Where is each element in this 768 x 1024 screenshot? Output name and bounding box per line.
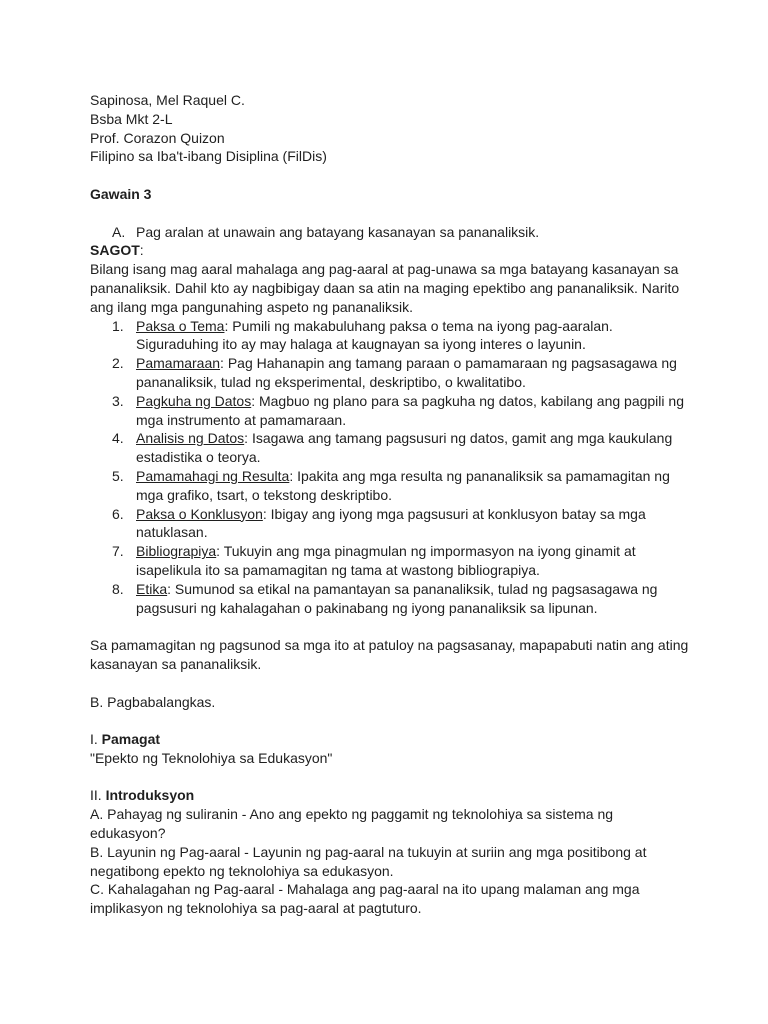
list-item [90, 392, 690, 430]
list-term: Analisis ng Datos [136, 430, 245, 447]
list-term: Pamamaraan [136, 355, 221, 372]
list-number: 1. [112, 317, 124, 334]
outline-intro-label: Introduksyon [105, 787, 195, 804]
document-body [90, 91, 690, 918]
list-number: 2. [112, 355, 124, 372]
outline-intro-item: A. Pahayag ng suliranin - Ano ang epekto ng paggamit ng teknolohiya sa sistema ng edukasyon? [90, 806, 614, 842]
answer-colon: : [139, 242, 144, 259]
research-aspects-list [90, 317, 690, 618]
list-term: Paksa o Konklusyon [136, 505, 263, 522]
outline-intro-heading [90, 786, 690, 805]
list-item [90, 467, 690, 505]
list-item [90, 542, 690, 580]
list-number: 5. [112, 467, 124, 484]
list-term: Etika [136, 580, 168, 597]
list-text: : Tukuyin ang mga pinagmulan ng impormasyon na iyong ginamit at isapelikula ito sa pamamagitan ng tama at wastong bibliograpiya. [136, 543, 636, 578]
list-item [90, 505, 690, 543]
list-item [90, 429, 690, 467]
task-b: B. Pagbabalangkas. [90, 693, 216, 710]
list-text: : Ibigay ang iyong mga pagsusuri at konklusyon batay sa mga natuklasan. [136, 505, 646, 541]
outline-title-value: "Epekto ng Teknolohiya sa Edukasyon" [90, 749, 333, 766]
list-term: Bibliograpiya [136, 543, 217, 560]
spacer [90, 166, 690, 185]
answer-label: SAGOT [90, 242, 140, 259]
list-term: Pamamahagi ng Resulta [136, 467, 290, 484]
list-text: : Isagawa ang tamang pagsusuri ng datos, gamit ang mga kaukulang estadistika o teorya. [136, 430, 673, 466]
list-text: : Pag Hahanapin ang tamang paraan o pamamaraan ng pagsasagawa ng pananaliksik, tulad ng eksperimental, deskriptibo, o kwalitatibo. [136, 355, 677, 390]
task-a-marker: A. [112, 223, 126, 240]
task-a [90, 223, 690, 242]
list-number: 4. [112, 430, 124, 447]
spacer [90, 617, 690, 636]
answer-label-line [90, 241, 690, 260]
list-term: Paksa o Tema [136, 317, 225, 334]
student-name: Sapinosa, Mel Raquel C. [90, 92, 245, 108]
spacer [90, 768, 690, 787]
professor-name: Prof. Corazon Quizon [90, 129, 225, 146]
outline-intro-number: II. [90, 787, 102, 804]
list-text: : Magbuo ng plano para sa pagkuha ng datos, kabilang ang pagpili ng mga instrumento at pamamaraan. [136, 392, 684, 428]
outline-intro-item: C. Kahalagahan ng Pag-aaral - Mahalaga ang pag-aaral na ito upang malaman ang mga implikasyon ng teknolohiya sa pag-aaral at pagtuturo. [90, 881, 640, 917]
list-term: Pagkuha ng Datos [136, 392, 252, 409]
course-name: Filipino sa Iba't-ibang Disiplina (FilDis) [90, 148, 327, 165]
outline-title-heading [90, 730, 690, 749]
list-item [90, 317, 690, 355]
spacer [90, 674, 690, 693]
list-number: 6. [112, 505, 124, 522]
activity-title: Gawain 3 [90, 185, 152, 202]
spacer [90, 204, 690, 223]
list-item [90, 580, 690, 618]
list-text: : Sumunod sa etikal na pamantayan sa pananaliksik, tulad ng pagsasagawa ng pagsusuri ng kahalagahan o pakinabang ng iyong pananaliksik sa lipunan. [136, 580, 658, 616]
spacer [90, 711, 690, 730]
list-text: : Pumili ng makabuluhang paksa o tema na iyong pag-aaralan. Siguraduhing ito ay may halaga at kaugnayan sa iyong interes o layunin. [136, 317, 613, 353]
list-number: 8. [112, 580, 124, 597]
task-a-text: Pag aralan at unawain ang batayang kasanayan sa pananaliksik. [136, 223, 540, 240]
list-number: 7. [112, 543, 124, 560]
outline-title-label: Pamagat [101, 731, 161, 748]
student-section: Bsba Mkt 2-L [90, 110, 173, 127]
list-item [90, 354, 690, 392]
list-text: : Ipakita ang mga resulta ng pananaliksik sa pamamagitan ng mga grafiko, tsart, o tekstong deskriptibo. [136, 467, 670, 503]
outline-title-number: I. [90, 731, 98, 748]
list-number: 3. [112, 392, 124, 409]
outline-intro-item: B. Layunin ng Pag-aaral - Layunin ng pag-aaral na tukuyin at suriin ang mga positibong at negatibong epekto ng teknolohiya sa edukasyon. [90, 843, 647, 879]
answer-intro: Bilang isang mag aaral mahalaga ang pag-aaral at pag-unawa sa mga batayang kasanayan sa pananaliksik. Dahil kto ay nagbibigay daan sa atin na maging epektibo ang pananaliksik. Narito ang ilang mga pangunahing aspeto ng pananaliksik. [90, 261, 680, 315]
answer-conclusion: Sa pamamagitan ng pagsunod sa mga ito at patuloy na pagsasanay, mapapabuti natin ang ating kasanayan sa pananaliksik. [90, 637, 689, 672]
